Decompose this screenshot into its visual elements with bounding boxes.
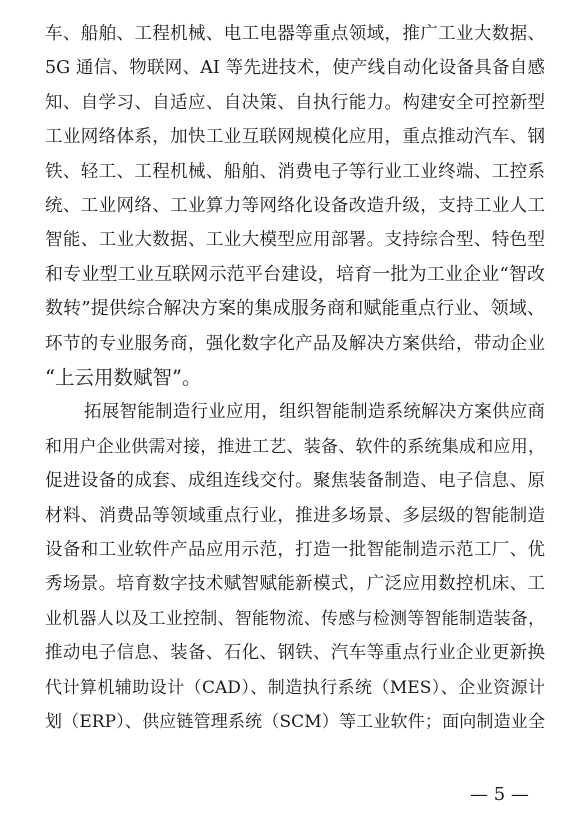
text-line: 数转”提供综合解决方案的集成服务商和赋能重点行业、领域、 bbox=[45, 298, 545, 320]
page-number: — 5 — bbox=[470, 784, 529, 805]
text-line: 和用户企业供需对接，推进工艺、装备、软件的系统集成和应用， bbox=[45, 436, 545, 457]
text-line: 知、自学习、自适应、自决策、自执行能力。构建安全可控新型 bbox=[45, 92, 545, 113]
text-line: 5G 通信、物联网、AI 等先进技术，使产线自动化设备具备自感 bbox=[45, 58, 545, 79]
text-line: 铁、轻工、工程机械、船舶、消费电子等行业工业终端、工控系 bbox=[45, 161, 545, 182]
text-line: 拓展智能制造行业应用，组织智能制造系统解决方案供应商 bbox=[84, 402, 545, 423]
text-line: 代计算机辅助设计（CAD）、制造执行系统（MES）、企业资源计 bbox=[45, 677, 545, 698]
text-line: “上云用数赋智”。 bbox=[45, 366, 202, 389]
text-line: 材料、消费品等领域重点行业，推进多场景、多层级的智能制造 bbox=[45, 505, 545, 526]
text-line: 工业网络体系，加快工业互联网规模化应用，重点推动汽车、钢 bbox=[45, 127, 545, 148]
text-line: 和专业型工业互联网示范平台建设，培育一批为工业企业“智改 bbox=[45, 263, 545, 285]
text-line: 推动电子信息、装备、石化、钢铁、汽车等重点行业企业更新换 bbox=[45, 643, 545, 664]
text-line: 秀场景。培育数字技术赋智赋能新模式，广泛应用数控机床、工 bbox=[45, 574, 545, 595]
text-line: 业机器人以及工业控制、智能物流、传感与检测等智能制造装备， bbox=[45, 608, 545, 629]
text-line: 智能、工业大数据、工业大模型应用部署。支持综合型、特色型 bbox=[45, 230, 545, 251]
text-line: 促进设备的成套、成组连线交付。聚焦装备制造、电子信息、原 bbox=[45, 471, 545, 492]
text-line: 环节的专业服务商，强化数字化产品及解决方案供给，带动企业 bbox=[45, 333, 545, 354]
text-line: 设备和工业软件产品应用示范，打造一批智能制造示范工厂、优 bbox=[45, 540, 545, 560]
text-line: 划（ERP）、供应链管理系统（SCM）等工业软件；面向制造业全 bbox=[45, 712, 545, 732]
text-line: 车、船舶、工程机械、电工电器等重点领域，推广工业大数据、 bbox=[45, 24, 545, 44]
text-line: 统、工业网络、工业算力等网络化设备改造升级，支持工业人工 bbox=[45, 196, 545, 216]
